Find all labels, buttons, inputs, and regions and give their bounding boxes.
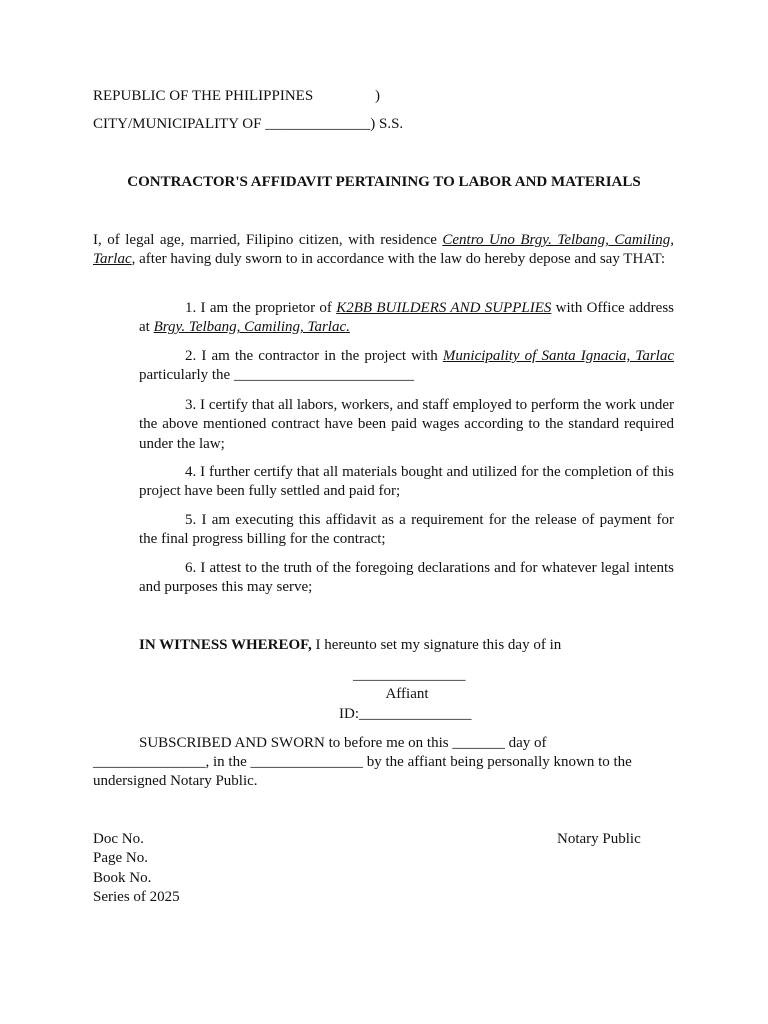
subscribed-line-3: undersigned Notary Public. [93,773,258,789]
intro-paragraph [93,231,674,270]
item-3-text: 3. I certify that all labors, workers, and staff employed to perform the work under the above mentioned contract have been paid wages according to the standard required under the law; [139,397,674,452]
subscribed-line-2: _______________, in the _______________ by the affiant being personally known to the [93,754,632,770]
city-municipality-line: CITY/MUNICIPALITY OF ______________) S.S. [93,116,404,132]
affiant-id-line: ID:_______________ [339,706,472,722]
item-2-pre: 2. I am the contractor in the project with [185,348,443,364]
document-title: CONTRACTOR'S AFFIDAVIT PERTAINING TO LABOR AND MATERIALS [127,174,641,190]
subscribed-line-1: SUBSCRIBED AND SWORN to before me on this _______ day of [139,735,547,751]
item-4-text: 4. I further certify that all materials bought and utilized for the completion of this project have been fully settled and paid for; [139,464,674,500]
item-4 [139,463,674,502]
item-1-pre: 1. I am the proprietor of [185,300,337,316]
residence-address: Centro Uno Brgy. Telbang, Camiling, Tarlac [93,232,674,268]
item-6-text: 6. I attest to the truth of the foregoing declarations and for whatever legal intents and purposes this may serve; [139,560,674,596]
intro-pre: I, of legal age, married, Filipino citizen, with residence [93,232,443,248]
signature-line: _______________ [353,667,466,683]
item-1 [139,299,674,338]
item-2 [139,347,674,386]
municipality-name: Municipality of Santa Ignacia, Tarlac [442,348,675,364]
item-2-post: particularly the ________________________ [139,367,414,384]
witness-bold: IN WITNESS WHEREOF, [139,637,312,653]
item-5 [139,511,674,550]
witness-line [139,636,561,655]
item-3 [139,396,674,454]
series-year: Series of 2025 [93,889,180,905]
page-no: Page No. [93,850,148,866]
notary-public-label: Notary Public [557,831,641,847]
item-6 [139,559,674,598]
intro-post: , after having duly sworn to in accordance with the law do hereby depose and say THAT: [131,251,666,268]
republic-paren: ) [375,88,380,104]
witness-rest: I hereunto set my signature this day of in [311,637,562,653]
company-name: K2BB BUILDERS AND SUPPLIES [336,300,552,316]
book-no: Book No. [93,870,152,886]
item-5-text: 5. I am executing this affidavit as a requirement for the release of payment for the final progress billing for the contract; [139,512,674,548]
affiant-label: Affiant [385,686,429,702]
republic-heading: REPUBLIC OF THE PHILIPPINES [93,88,314,104]
item-1-mid: with Office address at [139,300,674,336]
office-address: Brgy. Telbang, Camiling, Tarlac. [153,319,350,336]
doc-no: Doc No. [93,831,144,847]
